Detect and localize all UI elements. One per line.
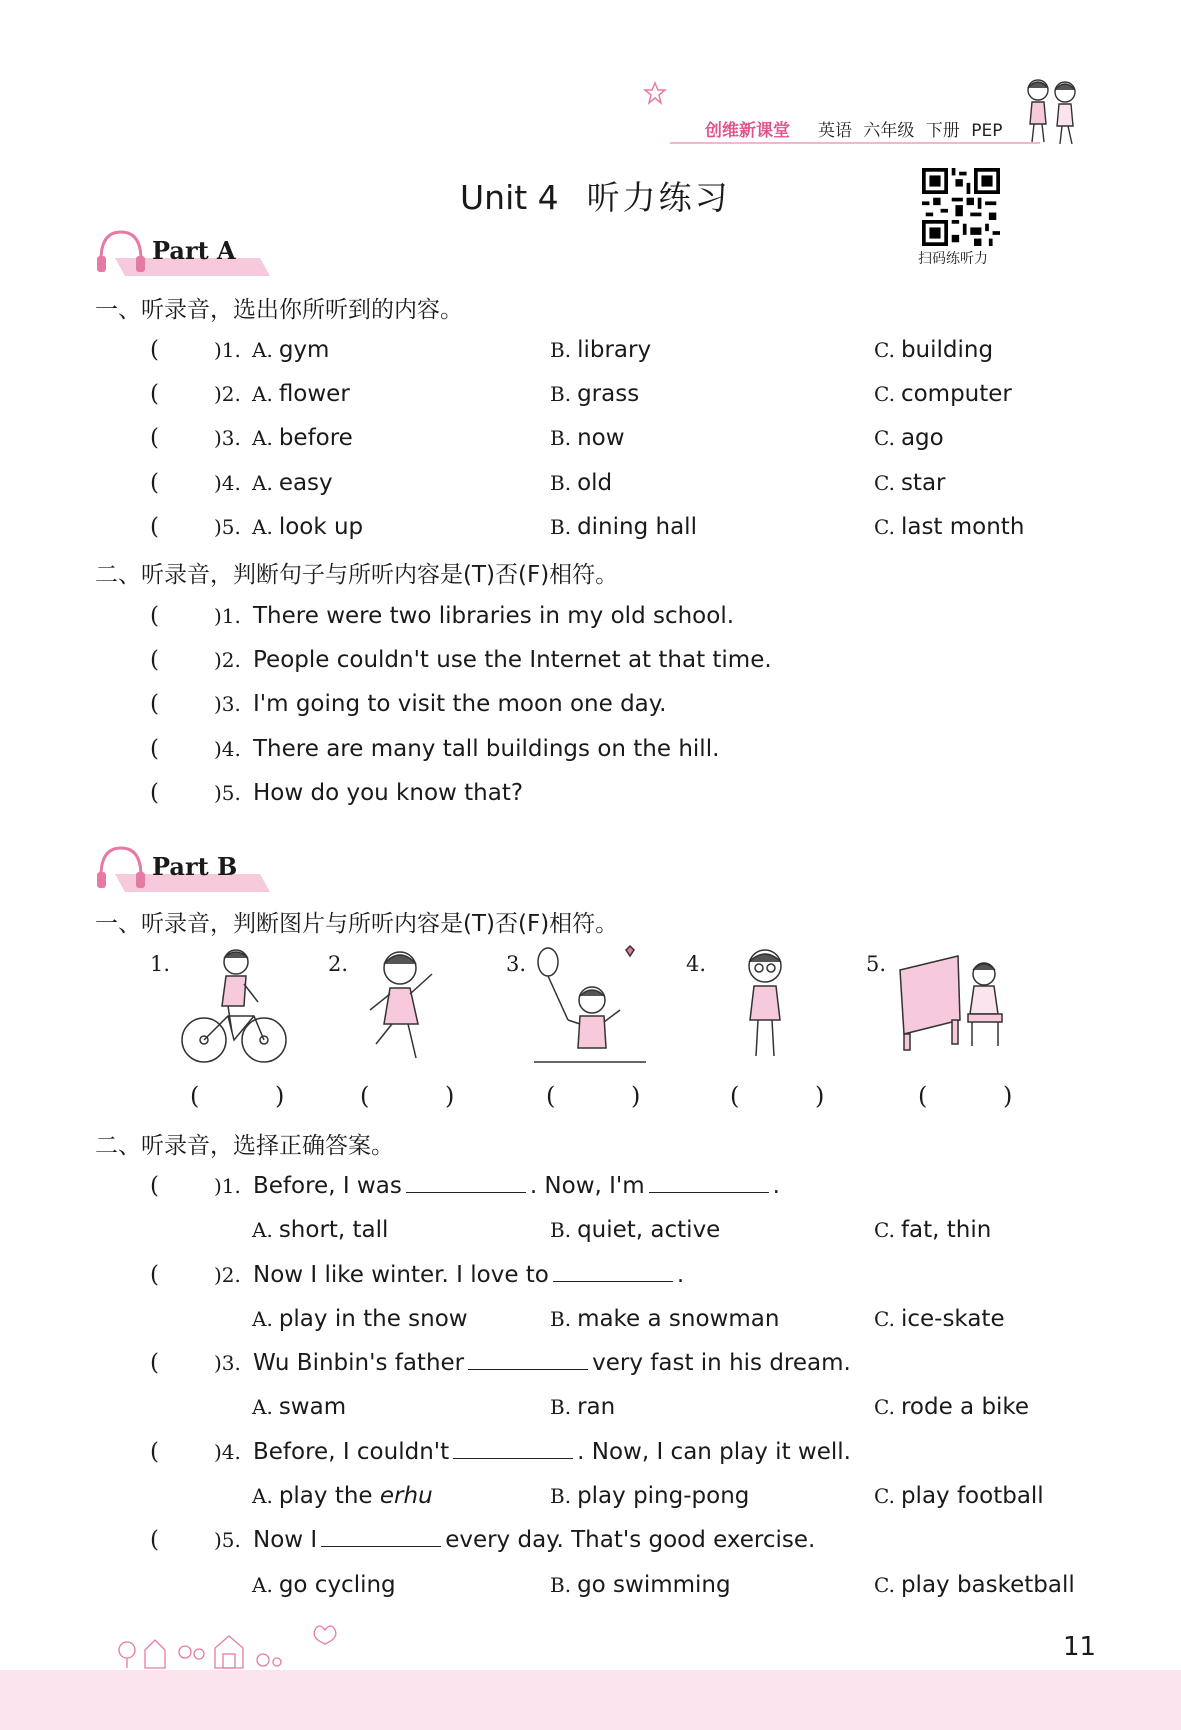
answer-paren[interactable]: (: [150, 736, 159, 762]
option-c[interactable]: building: [900, 337, 994, 363]
question-text: every day. That's good exercise.: [445, 1527, 816, 1553]
option-letter: B.: [550, 1484, 572, 1508]
part-a-section2-title: 二、听录音，判断句子与所听内容是(T)否(F)相符。: [95, 562, 619, 588]
list-item: [150, 334, 1110, 366]
option-letter: B.: [550, 515, 572, 539]
option-letter: A.: [252, 515, 273, 539]
girl-playing-piano-icon: [898, 950, 1010, 1052]
answer-paren[interactable]: (: [150, 780, 159, 806]
option-a[interactable]: short, tall: [278, 1217, 389, 1243]
option-letter: A.: [252, 382, 273, 406]
boy-standing-icon: [730, 944, 800, 1066]
question-text: .: [772, 1173, 780, 1199]
option-letter: C.: [874, 1573, 895, 1597]
question-text: Now I: [253, 1527, 318, 1553]
option-b[interactable]: ran: [577, 1394, 616, 1420]
answer-blank[interactable]: [553, 1261, 673, 1282]
answer-blank[interactable]: [321, 1526, 441, 1547]
answer-paren[interactable]: (: [150, 381, 159, 407]
option-letter: B.: [550, 338, 572, 362]
qr-label: 扫码练听力: [918, 251, 988, 267]
part-a-section1-title: 一、听录音，选出你所听到的内容。: [95, 297, 463, 323]
option-letter: A.: [252, 1395, 273, 1419]
question-text: . Now, I can play it well.: [577, 1439, 851, 1465]
answer-paren[interactable]: (: [150, 647, 159, 673]
option-b[interactable]: dining hall: [577, 514, 697, 540]
title-cn: 听力练习: [586, 178, 731, 217]
option-letter: C.: [874, 471, 895, 495]
option-c[interactable]: fat, thin: [900, 1217, 992, 1243]
answer-blank[interactable]: [453, 1438, 573, 1459]
options-row: [150, 1214, 1110, 1246]
list-item: [150, 1436, 1110, 1468]
option-letter: B.: [550, 1307, 572, 1331]
question-text: very fast in his dream.: [592, 1350, 851, 1376]
statement-text: There were two libraries in my old school.: [253, 603, 735, 629]
option-a[interactable]: flower: [278, 381, 350, 407]
girl-running-icon: [358, 944, 442, 1066]
picture-number: 2.: [328, 952, 349, 976]
list-item: [150, 1524, 1110, 1556]
option-letter: B.: [550, 1573, 572, 1597]
statement-text: People couldn't use the Internet at that time.: [253, 647, 772, 673]
option-c[interactable]: star: [900, 470, 946, 496]
option-a[interactable]: go cycling: [278, 1572, 396, 1598]
option-letter: C.: [874, 515, 895, 539]
page-number: 11: [1063, 1632, 1097, 1662]
option-letter: C.: [874, 426, 895, 450]
option-letter: A.: [252, 338, 273, 362]
list-item: [150, 378, 1110, 410]
option-b[interactable]: play ping-pong: [577, 1483, 750, 1509]
option-letter: C.: [874, 338, 895, 362]
option-b[interactable]: grass: [577, 381, 640, 407]
header-brand: 创维新课堂: [705, 121, 790, 141]
kids-illustration-icon: [1010, 72, 1090, 152]
part-b-section1-title: 一、听录音，判断图片与所听内容是(T)否(F)相符。: [95, 911, 619, 937]
answer-paren[interactable]: ( ): [360, 1082, 489, 1110]
answer-paren[interactable]: (: [150, 1439, 159, 1465]
picture-number: 5.: [866, 952, 887, 976]
options-row: [150, 1391, 1110, 1423]
option-letter: A.: [252, 1218, 273, 1242]
option-letter: C.: [874, 1307, 895, 1331]
picture-number: 3.: [506, 952, 527, 976]
answer-paren[interactable]: (: [150, 1173, 159, 1199]
header-info: 英语 六年级 下册 PEP: [818, 121, 1003, 141]
option-letter: C.: [874, 1395, 895, 1419]
statement-text: I'm going to visit the moon one day.: [253, 691, 667, 717]
boy-playing-badminton-icon: [534, 944, 646, 1066]
option-c[interactable]: ago: [900, 425, 944, 451]
list-item: [150, 1259, 1110, 1291]
item-number: )4.: [214, 737, 241, 761]
statement-text: There are many tall buildings on the hill.: [253, 736, 720, 762]
item-number: )4.: [214, 471, 241, 495]
option-letter: A.: [252, 1307, 273, 1331]
option-c[interactable]: play football: [900, 1483, 1044, 1509]
question-text: Before, I was: [253, 1173, 402, 1199]
answer-blank[interactable]: [406, 1172, 526, 1193]
list-item: [150, 733, 1110, 765]
header-deco-icon: [640, 78, 670, 108]
answer-paren[interactable]: ( ): [730, 1082, 859, 1110]
option-letter: B.: [550, 382, 572, 406]
question-text: Before, I couldn't: [253, 1439, 450, 1465]
footer-band: [0, 1670, 1181, 1730]
option-letter: B.: [550, 1218, 572, 1242]
page-title: [460, 172, 731, 219]
item-number: )1.: [214, 604, 241, 628]
answer-paren[interactable]: ( ): [546, 1082, 675, 1110]
item-number: )3.: [214, 1351, 241, 1375]
answer-paren[interactable]: (: [150, 691, 159, 717]
option-a[interactable]: easy: [278, 470, 333, 496]
option-b[interactable]: library: [577, 337, 652, 363]
options-row: [150, 1303, 1110, 1335]
answer-paren[interactable]: (: [150, 603, 159, 629]
header-divider: [670, 142, 1040, 144]
list-item: [150, 422, 1110, 454]
item-number: )3.: [214, 692, 241, 716]
list-item: [150, 644, 1110, 676]
list-item: [150, 1347, 1110, 1379]
answer-paren[interactable]: (: [150, 1350, 159, 1376]
option-letter: A.: [252, 426, 273, 450]
answer-paren[interactable]: ( ): [918, 1082, 1047, 1110]
option-letter: B.: [550, 426, 572, 450]
option-letter: B.: [550, 1395, 572, 1419]
option-letter: A.: [252, 471, 273, 495]
answer-paren[interactable]: (: [150, 1262, 159, 1288]
list-item: [150, 467, 1110, 499]
option-letter: A.: [252, 1573, 273, 1597]
option-c[interactable]: ice-skate: [900, 1306, 1005, 1332]
footer-town-icon: [115, 1620, 375, 1670]
option-letter: A.: [252, 1484, 273, 1508]
list-item: [150, 777, 1110, 809]
option-c[interactable]: rode a bike: [900, 1394, 1030, 1420]
answer-blank[interactable]: [468, 1349, 588, 1370]
option-b[interactable]: now: [577, 425, 625, 451]
item-number: )5.: [214, 515, 241, 539]
picture-number: 4.: [686, 952, 707, 976]
option-a[interactable]: before: [278, 425, 353, 451]
item-number: )5.: [214, 1528, 241, 1552]
option-c[interactable]: computer: [900, 381, 1012, 407]
option-a[interactable]: gym: [278, 337, 330, 363]
question-text: Now I like winter. I love to: [253, 1262, 549, 1288]
option-a[interactable]: swam: [278, 1394, 347, 1420]
answer-blank[interactable]: [649, 1172, 769, 1193]
qr-code-icon[interactable]: [922, 168, 1000, 246]
list-item: [150, 688, 1110, 720]
question-text: Wu Binbin's father: [253, 1350, 465, 1376]
answer-paren[interactable]: (: [150, 337, 159, 363]
option-b[interactable]: go swimming: [577, 1572, 731, 1598]
option-letter: B.: [550, 471, 572, 495]
answer-paren[interactable]: ( ): [190, 1082, 319, 1110]
item-number: )5.: [214, 781, 241, 805]
item-number: )1.: [214, 338, 241, 362]
item-number: )2.: [214, 1263, 241, 1287]
option-a-italic[interactable]: erhu: [379, 1483, 433, 1509]
item-number: )1.: [214, 1174, 241, 1198]
options-row: [150, 1480, 1110, 1512]
option-letter: C.: [874, 1218, 895, 1242]
title-unit: Unit 4: [460, 178, 559, 217]
item-number: )2.: [214, 382, 241, 406]
list-item: [150, 600, 1110, 632]
item-number: )2.: [214, 648, 241, 672]
part-a-label: Part A: [152, 236, 236, 265]
list-item: [150, 511, 1110, 543]
answer-paren[interactable]: (: [150, 1527, 159, 1553]
option-c[interactable]: last month: [900, 514, 1025, 540]
option-a[interactable]: look up: [278, 514, 364, 540]
option-b[interactable]: quiet, active: [577, 1217, 721, 1243]
option-a[interactable]: play in the snow: [278, 1306, 468, 1332]
option-b[interactable]: make a snowman: [577, 1306, 780, 1332]
picture-number: 1.: [150, 952, 171, 976]
part-b-section2-title: 二、听录音，选择正确答案。: [95, 1133, 394, 1159]
answer-paren[interactable]: (: [150, 514, 159, 540]
answer-paren[interactable]: (: [150, 425, 159, 451]
part-b-label: Part B: [152, 852, 238, 881]
option-letter: C.: [874, 382, 895, 406]
item-number: )4.: [214, 1440, 241, 1464]
question-text: . Now, I'm: [529, 1173, 645, 1199]
option-c[interactable]: play basketball: [900, 1572, 1075, 1598]
item-number: )3.: [214, 426, 241, 450]
option-a[interactable]: play the: [278, 1483, 373, 1509]
options-row: [150, 1569, 1110, 1601]
option-letter: C.: [874, 1484, 895, 1508]
option-b[interactable]: old: [577, 470, 613, 496]
boy-riding-bike-icon: [178, 944, 290, 1066]
answer-paren[interactable]: (: [150, 470, 159, 496]
list-item: [150, 1170, 1110, 1202]
question-text: .: [676, 1262, 685, 1288]
statement-text: How do you know that?: [253, 780, 524, 806]
